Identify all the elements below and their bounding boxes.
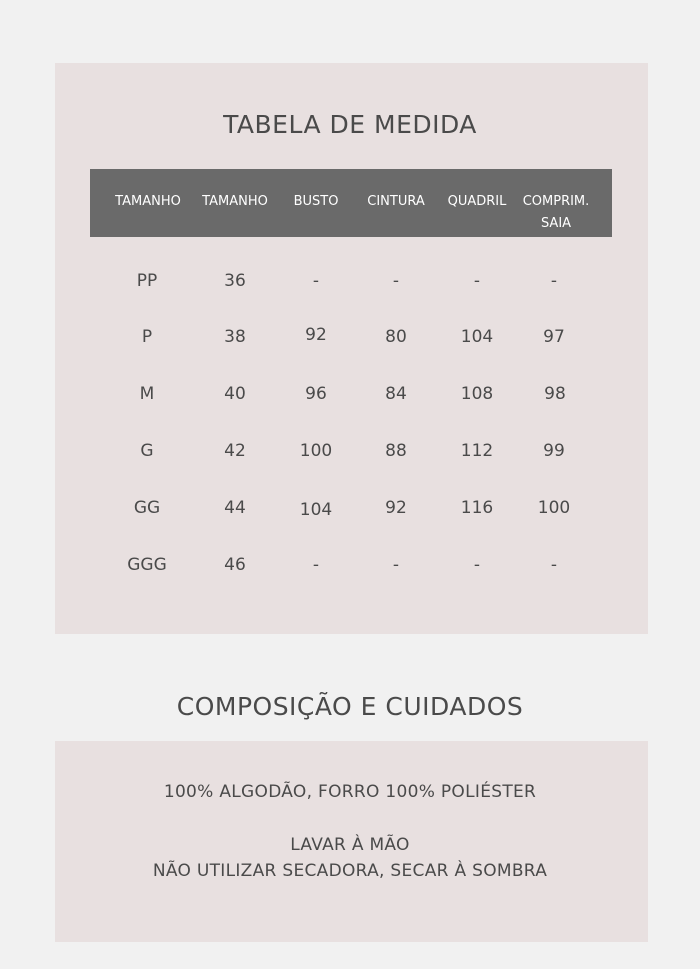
cell-bust: 104	[299, 500, 333, 520]
cell-hip: 116	[460, 498, 494, 518]
header-waist: CINTURA	[367, 194, 425, 209]
cell-size-letter: M	[139, 384, 155, 404]
cell-skirt-length: 99	[543, 441, 565, 461]
composition-text: 100% ALGODÃO, FORRO 100% POLIÉSTER	[163, 782, 537, 802]
cell-skirt-length: -	[550, 555, 558, 575]
cell-hip: 108	[460, 384, 494, 404]
cell-size-letter: G	[140, 441, 154, 461]
cell-waist: 84	[385, 384, 407, 404]
cell-bust: 96	[305, 384, 327, 404]
cell-size-letter: P	[141, 327, 153, 347]
cell-size-number: 42	[224, 441, 246, 461]
header-skirt-length-line1: COMPRIM.	[522, 194, 590, 209]
cell-size-number: 40	[224, 384, 246, 404]
cell-size-number: 44	[224, 498, 246, 518]
header-skirt-length	[523, 191, 590, 235]
cell-waist: 92	[385, 498, 407, 518]
table-row	[0, 271, 700, 301]
cell-hip: -	[473, 271, 481, 291]
cell-waist: 80	[385, 327, 407, 347]
cell-waist: -	[392, 271, 400, 291]
cell-bust: -	[312, 271, 320, 291]
table-row	[0, 327, 700, 357]
header-bust: BUSTO	[293, 194, 339, 209]
size-table-header	[90, 169, 612, 237]
cell-hip: 112	[460, 441, 494, 461]
cell-size-letter: PP	[136, 271, 158, 291]
cell-size-number: 46	[224, 555, 246, 575]
cell-bust: -	[312, 555, 320, 575]
care-section-title: COMPOSIÇÃO E CUIDADOS	[176, 692, 524, 721]
dry-instruction: NÃO UTILIZAR SECADORA, SECAR À SOMBRA	[152, 861, 548, 881]
cell-waist: 88	[385, 441, 407, 461]
header-skirt-length-line2: SAIA	[540, 216, 572, 231]
cell-skirt-length: -	[550, 271, 558, 291]
cell-hip: -	[473, 555, 481, 575]
header-size-letter: TAMANHO	[115, 194, 181, 209]
header-size-number: TAMANHO	[202, 194, 268, 209]
cell-size-number: 38	[224, 327, 246, 347]
cell-bust: 92	[305, 325, 327, 345]
table-row	[0, 498, 700, 528]
cell-size-letter: GGG	[127, 555, 167, 575]
cell-size-number: 36	[224, 271, 246, 291]
wash-instruction: LAVAR À MÃO	[290, 835, 410, 855]
cell-skirt-length: 100	[537, 498, 571, 518]
cell-hip: 104	[460, 327, 494, 347]
cell-skirt-length: 97	[543, 327, 565, 347]
table-row	[0, 384, 700, 414]
size-table-title: TABELA DE MEDIDA	[223, 110, 477, 139]
cell-bust: 100	[299, 441, 333, 461]
cell-skirt-length: 98	[544, 384, 566, 404]
cell-waist: -	[392, 555, 400, 575]
table-row	[0, 441, 700, 471]
table-row	[0, 555, 700, 585]
header-hip: QUADRIL	[447, 194, 507, 209]
cell-size-letter: GG	[133, 498, 161, 518]
